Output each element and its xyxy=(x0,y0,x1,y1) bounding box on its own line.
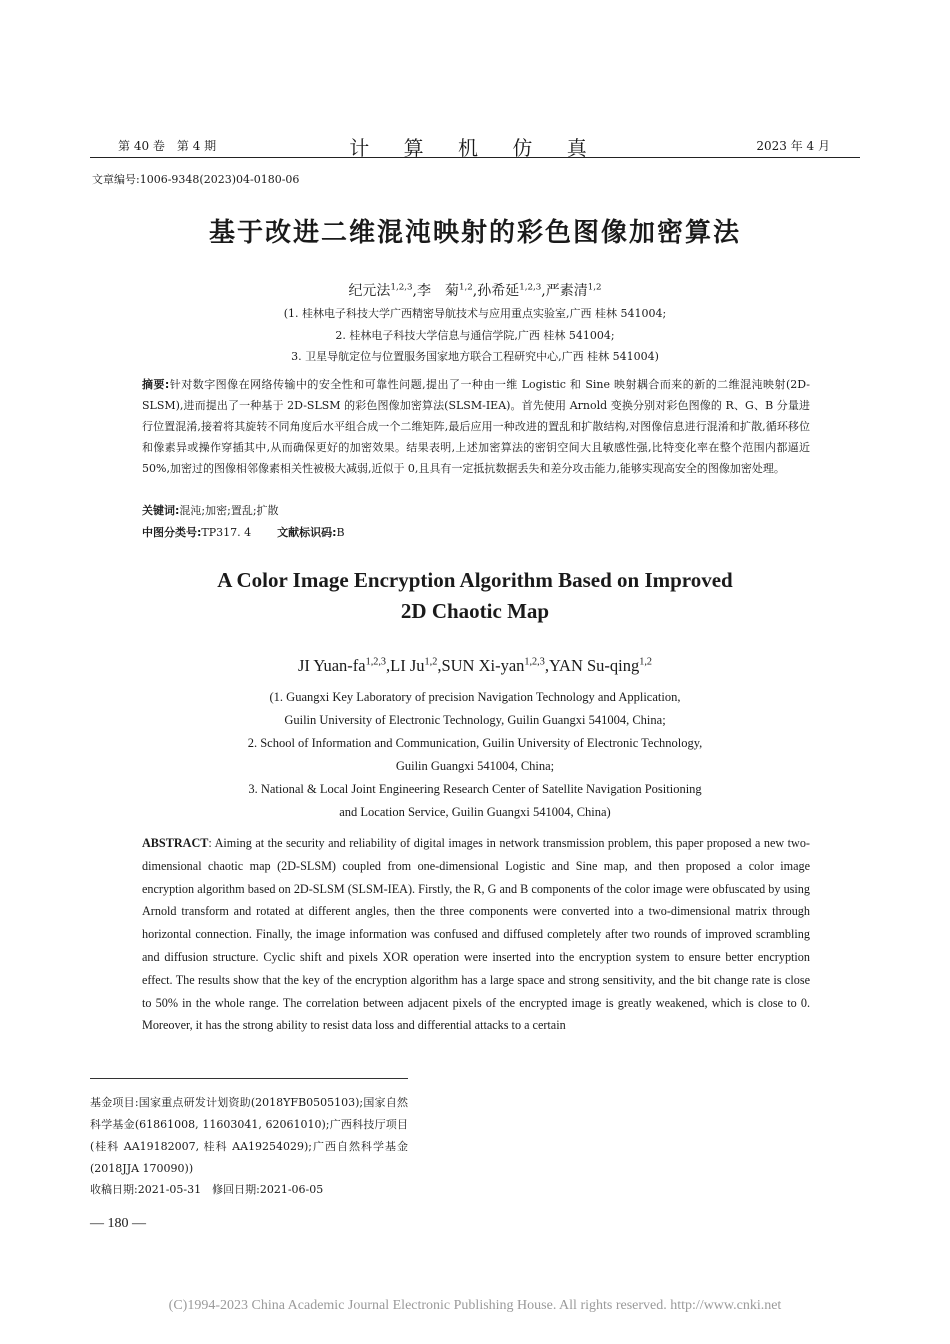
keywords-text: 混沌;加密;置乱;扩散 xyxy=(179,504,279,517)
copyright-watermark: (C)1994-2023 China Academic Journal Electronic Publishing House. All rights reserved. http://www.cnki.net xyxy=(168,1298,782,1313)
author-name: ,孙希延 xyxy=(472,283,520,299)
chinese-abstract xyxy=(142,374,810,479)
english-title-line1: A Color Image Encryption Algorithm Based on Improved xyxy=(217,568,733,592)
chinese-affiliation-2: 2. 桂林电子科技大学信息与通信学院,广西 桂林 541004; xyxy=(335,329,615,342)
english-abstract-text: Aiming at the security and reliability of digital images in network transmission problem, this paper proposed a new two-dimensional chaotic map (2D-SLSM) coupled from one-dimensional Logistic and Sine map, and then proposed a color image encryption algorithm based on 2D-SLSM (SLSM-IEA). Firstly, the R, G and B components of the color image were obfuscated by using Arnold transform and rotated at different angles, then the three components were converted into a two-dimensional matrix through horizontal connection. Finally, the image information was confused and diffused completely after two rounds of improved scrambling and diffusion structure. Cyclic shift and pixels XOR operation were inserted into the encryption system to ensure better encryption effect. The results show that the key of the encryption algorithm has a large space and strong sensitivity, and the bit change rate is close to 50% in the whole range. The correlation between adjacent pixels of the encrypted image is greatly weakened, which is close to 0. Moreover, it has the strong ability to resist data loss and differential attacks to a certain xyxy=(142,836,810,1033)
chinese-authors xyxy=(0,280,950,300)
author-sup: 1,2,3 xyxy=(390,282,413,293)
english-abstract xyxy=(142,832,810,1037)
header-rule xyxy=(90,157,860,158)
classification-line xyxy=(142,522,810,543)
page-number: — 180 — xyxy=(90,1216,146,1231)
article-number: 文章编号:1006-9348(2023)04-0180-06 xyxy=(92,173,300,186)
author-sup: 1,2,3 xyxy=(365,656,387,668)
keywords-label: 关键词: xyxy=(142,504,180,517)
author-name: ,YAN Su-qing xyxy=(544,656,640,675)
author-sup: 1,2 xyxy=(587,282,602,293)
author-sup: 1,2 xyxy=(458,282,473,293)
chinese-title: 基于改进二维混沌映射的彩色图像加密算法 xyxy=(208,218,741,248)
author-sup: 1,2,3 xyxy=(524,656,545,668)
author-name: ,LI Ju xyxy=(386,656,425,675)
abstract-label: 摘要: xyxy=(142,378,170,391)
english-authors xyxy=(0,656,950,676)
chinese-keywords xyxy=(142,500,810,521)
chinese-affiliation-1: (1. 桂林电子科技大学广西精密导航技术与应用重点实验室,广西 桂林 541004; xyxy=(283,307,667,320)
doc-value: B xyxy=(336,526,345,539)
english-affiliation-line: and Location Service, Guilin Guangxi 541004, China) xyxy=(339,805,611,819)
journal-date: 2023 年 4 月 xyxy=(756,139,830,153)
cls-value: TP317. 4 xyxy=(201,526,252,539)
chinese-affiliation-3: 3. 卫星导航定位与位置服务国家地方联合工程研究中心,广西 桂林 541004) xyxy=(291,350,659,363)
author-sup: 1,2,3 xyxy=(519,282,542,293)
author-name: ,严素清 xyxy=(541,283,588,299)
journal-volume-issue: 第 40 卷 第 4 期 xyxy=(118,139,217,153)
author-name: 纪元法 xyxy=(348,283,391,299)
journal-name: 计 算 机 仿 真 xyxy=(349,136,601,160)
cls-label: 中图分类号: xyxy=(142,526,202,539)
author-name: JI Yuan-fa xyxy=(297,656,366,675)
abstract-text: 针对数字图像在网络传输中的安全性和可靠性问题,提出了一种由一维 Logistic 和 Sine 映射耦合而来的新的二维混沌映射(2D-SLSM),进而提出了一种基于 2D-SLSM 的彩色图像加密算法(SLSM-IEA)。首先使用 Arnold 变换分别对彩色图像的 R、G、B 分量进行位置混淆,接着将其旋转不同角度后水平组合成一个二维矩阵,最后应用一种改进的置乱和扩散结构,对图像信息进行混淆和扩散,循环移位和像素异或操作穿插其中,从而确保更好的加密效果。结果表明,上述加密算法的密钥空间大且敏感性强,比特变化率在整个范围内都逼近 50%,加密过的图像相邻像素相关性被极大减弱,近似于 0,且具有一定抵抗数据丢失和差分攻击能力,能够实现高安全的图像加密处理。 xyxy=(142,378,811,475)
footnote-rule xyxy=(90,1078,408,1079)
author-name: ,SUN Xi-yan xyxy=(437,656,525,675)
english-affiliation-line: Guilin Guangxi 541004, China; xyxy=(395,759,555,773)
english-affiliation-line: 2. School of Information and Communication, Guilin University of Electronic Technology, xyxy=(247,736,703,750)
english-affiliations xyxy=(0,686,950,824)
english-title xyxy=(0,565,950,627)
author-name: ,李 菊 xyxy=(412,283,459,299)
english-title-line2: 2D Chaotic Map xyxy=(400,599,550,623)
author-sup: 1,2 xyxy=(424,656,438,668)
english-affiliation-line: 3. National & Local Joint Engineering Research Center of Satellite Navigation Positioning xyxy=(248,782,702,796)
received-dates: 收稿日期:2021-05-31 修回日期:2021-06-05 xyxy=(90,1183,324,1196)
english-abstract-label: ABSTRACT xyxy=(142,836,209,850)
english-abstract-sep: : xyxy=(208,836,215,850)
english-affiliation-line: Guilin University of Electronic Technology, Guilin Guangxi 541004, China; xyxy=(284,713,666,727)
english-affiliation-line: (1. Guangxi Key Laboratory of precision Navigation Technology and Application, xyxy=(269,690,681,704)
author-sup: 1,2 xyxy=(639,656,653,668)
doc-label: 文献标识码: xyxy=(277,526,337,539)
fund-footnote: 基金项目:国家重点研发计划资助(2018YFB0505103);国家自然科学基金(61861008, 11603041, 62061010);广西科技厅项目(桂科 AA19182007, 桂科 AA19254029);广西自然科学基金(2018JJA 170090)) xyxy=(90,1096,408,1175)
